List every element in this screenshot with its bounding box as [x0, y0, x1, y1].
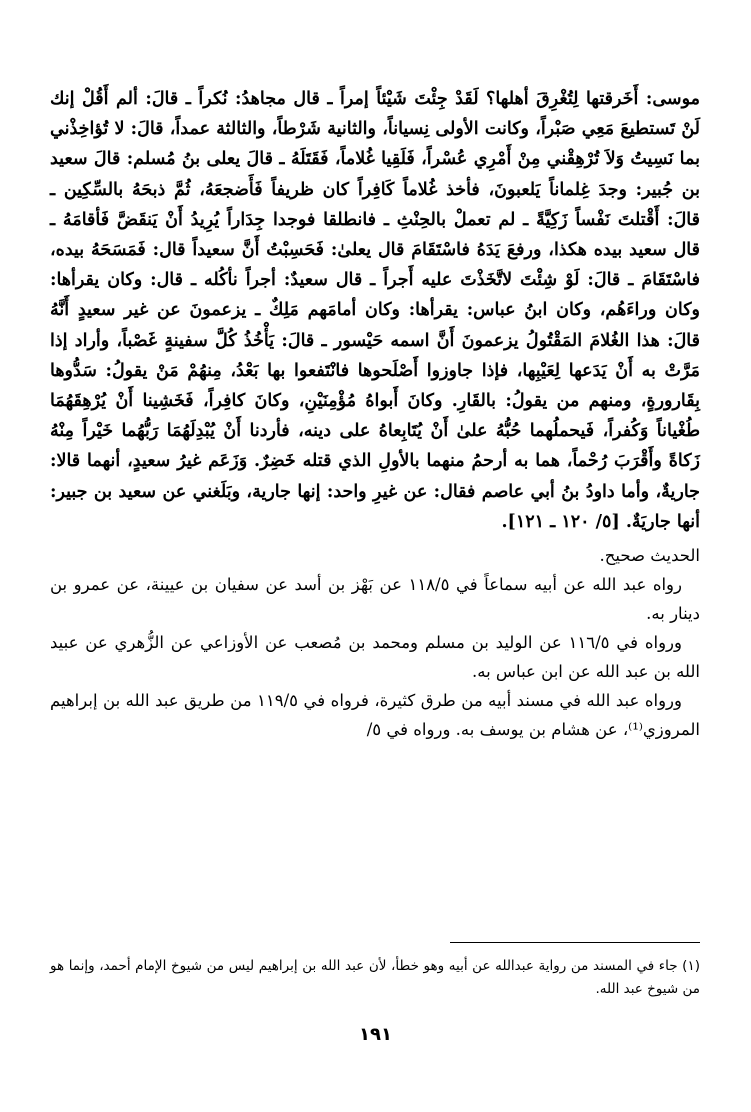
footnote: (١) جاء في المسند من رواية عبدالله عن أبيه وهو خطأ، لأن عبد الله بن إبراهيم ليس من شيوخ الإمام أحمد، وإنما هو من شيوخ عبد الله.	[50, 958, 700, 997]
commentary-paragraph-1: رواه عبد الله عن أبيه سماعاً في ١١٨/٥ عن بَهْز بن أسد عن سفيان بن عيينة، عن عمرو بن دينار به.	[50, 575, 700, 624]
hadith-grade: الحديث صحيح.	[599, 546, 700, 566]
page-number: ١٩١	[359, 1024, 392, 1045]
hadith-text: موسى: أَخَرقتها لِتُغْرِقَ أهلها؟ لَقَدْ جِئْتَ شَيْئاً إمراً ـ قال مجاهدُ: نُكراً ـ قالَ: ألم أَقُلْ إنك لَنْ تَستطيعَ مَعِي صَبْراً، وكانت الأولى نِسياناً، والثانية شَرْطاً، والثالثة عمداً، قالَ: لا تُؤاخِذْني بما نَسِيتُ وَلاَ تُرْهِقْني مِنْ أَمْرِي عُسْراً، فَلَقِيا غُلاماً، فَقَتَلَهُ ـ قالَ يعلى بنُ مُسلم: قالَ سعيد بن جُبير: وجدَ غِلماناً يَلعبونَ، فأخذ غُلاماً كَافِراً كان ظريفاً فَأَضجعَهُ، ثُمَّ ذبحَهُ بالسِّكِين ـ قالَ: أَقْتلتَ نَفْساً زَكِيَّةً ـ لم تعملْ بالحِنْثِ ـ فانطلقا فوجدا جِدَاراً يُرِيدُ أَنْ يَنقَضَّ فَأقامَهُ ـ قال سعيد بيده هكذا، ورفعَ يَدَهُ فاسْتَقَامَ قال يعلىٰ: فَحَسِبْتُ أَنَّ سعيداً قال: فَمَسَحَهُ بيده، فاسْتَقَامَ ـ قالَ: لَوْ شِئْتَ لاتَّخَذْتَ عليه أَجراً ـ قال سعيدٌ: أجراً نأكُله ـ قال: وكان يقرأها: وكان وراءَهُم، وكان ابنُ عباس: يقرأها: وكان أمامَهم مَلِكٌ ـ يزعمونَ عن غير سعيدٍ أَنَّهُ قالَ: هذا الغُلامَ المَقْتُولُ يزعمونَ أَنَّ اسمه حَيْسور ـ قالَ: يَأْخُذُ كُلَّ سفينةٍ غَصْباً، وأراد إذا مَرَّتْ به أَنْ يَدَعها لِعَيْبِها، فإذا جاوزوا أَصْلَحوها فانْتَفعوا بها بَعْدُ، مِنهُمْ مَنْ يقولُ: سَدُّوها بِقَارورةٍ، ومنهم من يقولُ: بالقَارِ. وكانَ أَبواهُ مُؤْمِنَيْنِ، وكانَ كافِراً، فَخَشِينا أَنْ يُرْهِقَهُمَا طُغْياناً وَكُفراً، فَيحملُهما حُبُّهُ علىٰ أَنْ يُتَابِعاهُ على دينه، فأردنا أَنْ يُبْدِلَهُمَا رَبُّهُما خَيْراً مِنْهُ زَكاةً وأَقْرَبَ رُحْماً، هما به أرحمُ منهما بالأولِ الذي قتله خَضِرٌ. وَزَعَم غيرُ سعيدٍ، أنهما قالا: جاريةٌ، وأما داودُ بنُ أبي عاصم فقال: عن غيرِ واحد: إنها جارية، وبَلَغني عن سعيد بن جبير: أنها جاريَةٌ. [٥/ ١٢٠ ـ ١٢١].	[50, 89, 700, 532]
commentary-paragraph-2: ورواه في ١١٦/٥ عن الوليد بن مسلم ومحمد بن مُصعب عن الأوزاعي عن الزُّهري عن عبيد الله بن عبد الله عن ابن عباس به.	[50, 633, 700, 682]
page-body	[50, 84, 700, 744]
footnote-divider	[450, 942, 700, 943]
commentary-paragraph-3: ورواه عبد الله في مسند أبيه من طرق كثيرة، فرواه في ١١٩/٥ من طريق عبد الله بن إبراهيم المروزي⁽¹⁾، عن هشام بن يوسف به. ورواه في ٥/	[50, 691, 700, 740]
